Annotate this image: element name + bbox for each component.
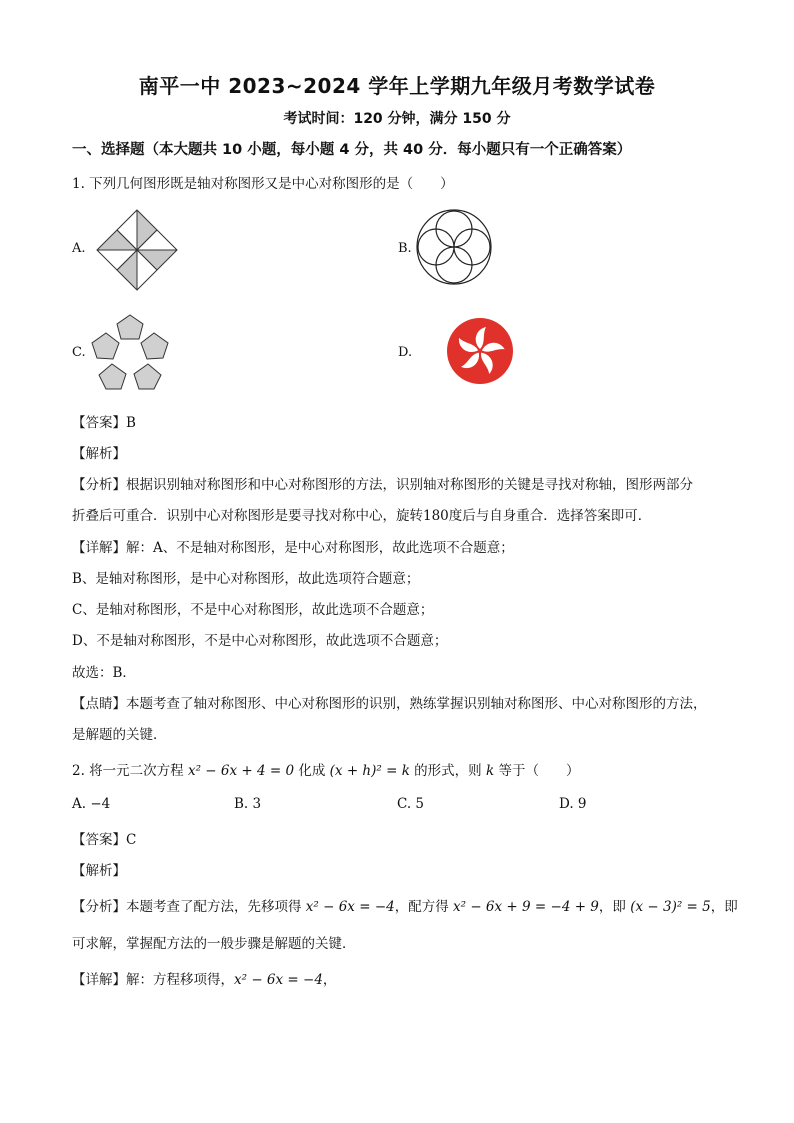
q1-option-a-label: A. bbox=[72, 241, 86, 256]
exam-info: 考试时间：120 分钟，满分 150 分 bbox=[283, 111, 511, 127]
q2-detail-eq: x² − 6x = −4 bbox=[234, 972, 323, 988]
q2-analysis-label: 【解析】 bbox=[72, 863, 126, 879]
q2-option-a: A. −4 bbox=[72, 796, 111, 812]
q1-answer: 【答案】B bbox=[72, 415, 136, 431]
q1-option-c-label: C. bbox=[72, 345, 86, 360]
q1-note-line-1: 【点睛】本题考查了轴对称图形、中心对称图形的识别，熟练掌握识别轴对称图形、中心对称图形的方法， bbox=[72, 696, 707, 712]
q2-fenxi-mid: ，配方得 bbox=[394, 899, 454, 915]
bauhinia-flag-figure-icon bbox=[445, 316, 515, 386]
q2-detail-suffix: ， bbox=[322, 972, 337, 988]
q2-fenxi-line-1 bbox=[72, 895, 738, 915]
q2-stem-mid2: 的形式，则 bbox=[409, 763, 486, 779]
q2-fenxi-eq-1: x² − 6x = −4 bbox=[305, 899, 395, 915]
q2-equation-1: x² − 6x + 4 = 0 bbox=[187, 763, 295, 779]
q2-option-d: D. 9 bbox=[559, 796, 587, 812]
q1-detail-line-4: D、不是轴对称图形，不是中心对称图形，故此选项不合题意； bbox=[72, 633, 448, 649]
q2-stem-mid: 化成 bbox=[294, 763, 330, 779]
q1-fenxi-line-2: 折叠后可重合．识别中心对称图形是要寻找对称中心，旋转180度后与自身重合．选择答案即可． bbox=[72, 508, 652, 524]
q2-stem bbox=[72, 759, 579, 779]
q2-fenxi-eq-2: x² − 6x + 9 = −4 + 9 bbox=[453, 899, 599, 915]
q1-option-d-label: D. bbox=[398, 345, 413, 360]
q2-fenxi-eq-3: (x − 3)² = 5 bbox=[630, 899, 711, 915]
q1-analysis-label: 【解析】 bbox=[72, 446, 126, 462]
q2-option-b: B. 3 bbox=[234, 796, 262, 812]
pentagon-ring-figure-icon bbox=[88, 312, 172, 392]
q1-note-line-2: 是解题的关键． bbox=[72, 727, 167, 743]
q2-answer: 【答案】C bbox=[72, 832, 137, 848]
q2-fenxi-line-2: 可求解，掌握配方法的一般步骤是解题的关键． bbox=[72, 936, 356, 952]
q1-option-b-label: B. bbox=[398, 241, 412, 256]
pinwheel-figure-icon bbox=[92, 205, 182, 295]
q1-detail-line-3: C、是轴对称图形，不是中心对称图形，故此选项不合题意； bbox=[72, 602, 434, 618]
four-circles-figure-icon bbox=[414, 207, 494, 287]
q2-fenxi-prefix: 【分析】本题考查了配方法，先移项得 bbox=[72, 899, 306, 915]
q1-detail-line-1: 【详解】解：A、不是轴对称图形，是中心对称图形，故此选项不合题意； bbox=[72, 540, 514, 556]
q2-detail-prefix: 【详解】解：方程移项得， bbox=[72, 972, 234, 988]
q1-choose: 故选：B． bbox=[72, 665, 136, 681]
page-title: 南平一中 2023~2024 学年上学期九年级月考数学试卷 bbox=[138, 74, 656, 98]
q2-equation-2: (x + h)² = k bbox=[329, 763, 410, 779]
q2-detail-line-1 bbox=[72, 968, 336, 988]
q2-fenxi-suffix: ，即 bbox=[710, 899, 738, 915]
q1-detail-line-2: B、是轴对称图形，是中心对称图形，故此选项符合题意； bbox=[72, 571, 420, 587]
q1-fenxi-line-1: 【分析】根据识别轴对称图形和中心对称图形的方法，识别轴对称图形的关键是寻找对称轴，图形两部分 bbox=[72, 477, 693, 493]
q1-stem: 1. 下列几何图形既是轴对称图形又是中心对称图形的是（ ） bbox=[72, 176, 454, 192]
q2-fenxi-mid2: ，即 bbox=[598, 899, 631, 915]
q2-k-symbol: k bbox=[485, 763, 495, 779]
section-heading: 一、选择题（本大题共 10 小题，每小题 4 分，共 40 分．每小题只有一个正确答案） bbox=[72, 142, 632, 158]
q2-stem-suffix: 等于（ ） bbox=[494, 763, 580, 779]
q2-stem-prefix: 2. 将一元二次方程 bbox=[72, 763, 188, 779]
q2-option-c: C. 5 bbox=[397, 796, 425, 812]
